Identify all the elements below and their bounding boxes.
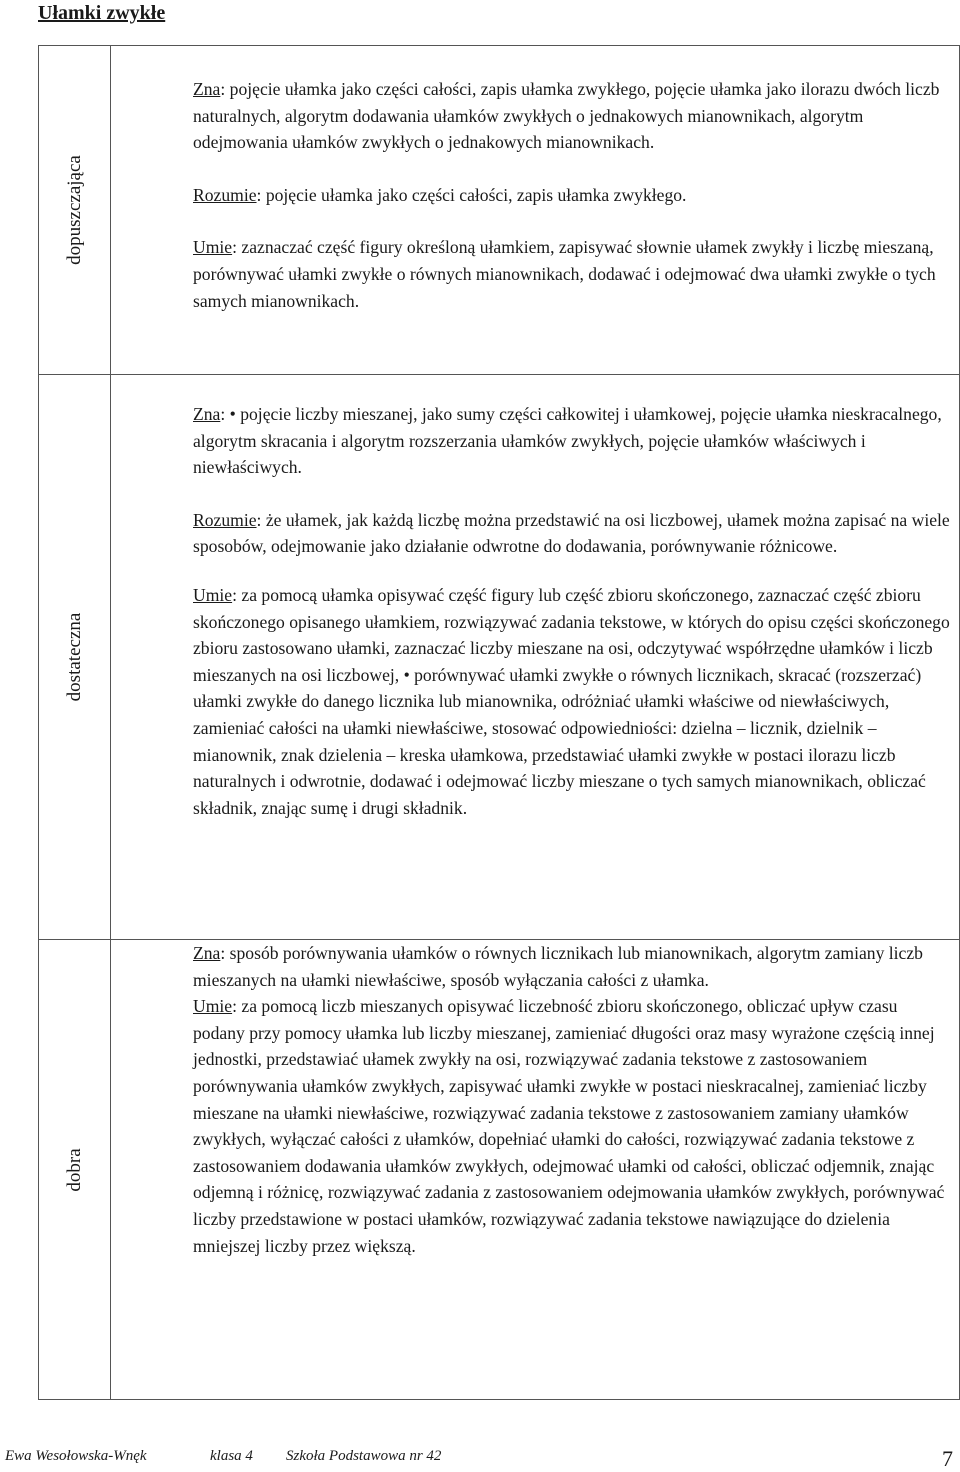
footer-class: klasa 4 xyxy=(210,1448,253,1464)
block-label: Rozumie xyxy=(193,184,257,205)
grade-cell xyxy=(39,375,111,940)
block-label: Umie xyxy=(193,237,233,258)
grade-label: dostateczna xyxy=(63,612,85,702)
requirements-cell xyxy=(111,940,960,1400)
requirements-cell xyxy=(111,46,960,375)
grade-label: dopuszczająca xyxy=(63,155,85,265)
block-label: Zna xyxy=(193,79,221,99)
block-text: za pomocą ułamka opisywać część figury lub część zbioru skończonego, zaznaczać część zbioru skończonego opisanego ułamkiem, rozwiązywać zadania tekstowe, w których do opisu części skończonego zbioru zastosowano ułamki, zaznaczać liczby mieszane na osi, odczytywać współrzędne ułamków i liczb mieszanych na osi liczbowej, • porównywać ułamki zwykłe o równych licznikach, skracać (rozszerzać) ułamki zwykłe do danego licznika lub mianownika, odróżniać ułamki właściwe od niewłaściwych, zamieniać całości na ułamki niewłaściwe, stosować odpowiedniości: dzielna – licznik, dzielnik – mianownik, znak dzielenia – kreska ułamkowa, przedstawiać ułamki zwykłe w postaci ilorazu liczb naturalnych i odwrotnie, dodawać i odejmować liczby mieszane o tych samych mianownikach, obliczać składnik, znając sumę i drugi składnik. xyxy=(193,584,950,818)
block-text: zaznaczać część figury określoną ułamkiem, zapisywać słownie ułamek zwykły i liczbę mieszaną, porównywać ułamki zwykłe o równych mianownikach, dodawać i odejmować dwa ułamki zwykłe o tych samych mianownikach. xyxy=(193,237,936,311)
grades-table xyxy=(38,45,960,1400)
block-text: pojęcie ułamka jako części całości, zapis ułamka zwykłego. xyxy=(265,184,687,205)
page-title: Ułamki zwykłe xyxy=(38,2,166,24)
table-row xyxy=(39,46,960,375)
footer-school: Szkoła Podstawowa nr 42 xyxy=(286,1448,442,1464)
requirement-block: Umie: zaznaczać część figury określoną ułamkiem, zapisywać słownie ułamek zwykły i liczbę mieszaną, porównywać ułamki zwykłe o równych mianownikach, dodawać i odejmować dwa ułamki zwykłe o tych samych mianownikach. xyxy=(193,237,936,311)
block-text: że ułamek, jak każdą liczbę można przedstawić na osi liczbowej, ułamek można zapisać na wiele sposobów, odejmowanie jako działanie odwrotne do dodawania, porównywanie różnicowe. xyxy=(193,509,950,557)
requirement-block: Rozumie: że ułamek, jak każdą liczbę można przedstawić na osi liczbowej, ułamek można zapisać na wiele sposobów, odejmowanie jako działanie odwrotne do dodawania, porównywanie różnicowe. xyxy=(193,509,950,557)
requirements-cell xyxy=(111,375,960,940)
block-label: Rozumie xyxy=(193,509,257,530)
requirement-block: Zna: • pojęcie liczby mieszanej, jako sumy części całkowitej i ułamkowej, pojęcie ułamka nieskracalnego, algorytm skracania i algorytm rozszerzania ułamków zwykłych, pojęcie ułamków właściwych i niewłaściwych. xyxy=(193,404,942,478)
grade-cell xyxy=(39,940,111,1400)
grade-label: dobra xyxy=(63,1147,85,1192)
block-label: Umie xyxy=(193,996,233,1017)
requirement-block: Umie: za pomocą liczb mieszanych opisywać liczebność zbioru skończonego, obliczać upływ czasu podany przy pomocy ułamka lub liczby mieszanej, zamieniać długości oraz masy wyrażone częścią innej jednostki, przedstawiać ułamek zwykły na osi, rozwiązywać zadania tekstowe z zastosowaniem porównywania ułamków zwykłych, zapisywać ułamki zwykłe w postaci nieskracalnej, zamieniać liczby mieszane na ułamki niewłaściwe, rozwiązywać zadania tekstowe z zastosowaniem zamiany ułamków zwykłych, wyłączać całości z ułamków, dopełniać ułamki do całości, rozwiązywać zadania tekstowe z zastosowaniem dodawania ułamków zwykłych, odejmować ułamki od całości, obliczać odjemnik, znając odjemną i różnicę, rozwiązywać zadania z zastosowaniem odejmowania ułamków zwykłych, porównywać liczby przedstawione w postaci ułamków, rozwiązywać zadania tekstowe nawiązujące do dzielenia mniejszej liczby przez większą. xyxy=(193,996,945,1256)
block-text: pojęcie ułamka jako części całości, zapis ułamka zwykłego, pojęcie ułamka jako ilorazu dwóch liczb naturalnych, algorytm dodawania ułamków zwykłych o jednakowych mianownikach, algorytm odejmowania ułamków zwykłych o jednakowych mianownikach. xyxy=(193,79,940,153)
requirement-block: Zna: pojęcie ułamka jako części całości, zapis ułamka zwykłego, pojęcie ułamka jako ilorazu dwóch liczb naturalnych, algorytm dodawania ułamków zwykłych o jednakowych mianownikach, algorytm odejmowania ułamków zwykłych o jednakowych mianownikach. xyxy=(193,79,940,153)
requirement-block: Umie: za pomocą ułamka opisywać część figury lub część zbioru skończonego, zaznaczać część zbioru skończonego opisanego ułamkiem, rozwiązywać zadania tekstowe, w których do opisu części skończonego zbioru zastosowano ułamki, zaznaczać liczby mieszane na osi, odczytywać współrzędne ułamków i liczb mieszanych na osi liczbowej, • porównywać ułamki zwykłe o równych licznikach, skracać (rozszerzać) ułamki zwykłe do danego licznika lub mianownika, odróżniać ułamki właściwe od niewłaściwych, zamieniać całości na ułamki niewłaściwe, stosować odpowiedniości: dzielna – licznik, dzielnik – mianownik, znak dzielenia – kreska ułamkowa, przedstawiać ułamki zwykłe w postaci ilorazu liczb naturalnych i odwrotnie, dodawać i odejmować liczby mieszane o tych samych mianownikach, obliczać składnik, znając sumę i drugi składnik. xyxy=(193,584,950,818)
footer-author: Ewa Wesołowska-Wnęk xyxy=(5,1448,147,1464)
page-number: 7 xyxy=(942,1446,953,1471)
block-label: Zna xyxy=(193,943,221,963)
block-text: sposób porównywania ułamków o równych licznikach lub mianownikach, algorytm zamiany liczb mieszanych na ułamki niewłaściwe, sposób wyłączania całości z ułamka. xyxy=(193,943,923,990)
grade-cell xyxy=(39,46,111,375)
requirement-block: Rozumie: pojęcie ułamka jako części całości, zapis ułamka zwykłego. xyxy=(193,184,687,205)
requirement-block: Zna: sposób porównywania ułamków o równych licznikach lub mianownikach, algorytm zamiany liczb mieszanych na ułamki niewłaściwe, sposób wyłączania całości z ułamka. xyxy=(193,943,923,990)
block-text: • pojęcie liczby mieszanej, jako sumy części całkowitej i ułamkowej, pojęcie ułamka nieskracalnego, algorytm skracania i algorytm rozszerzania ułamków zwykłych, pojęcie ułamków właściwych i niewłaściwych. xyxy=(193,404,942,478)
table-row xyxy=(39,940,960,1400)
block-label: Umie xyxy=(193,584,233,605)
table-row xyxy=(39,375,960,940)
block-text: za pomocą liczb mieszanych opisywać liczebność zbioru skończonego, obliczać upływ czasu podany przy pomocy ułamka lub liczby mieszanej, zamieniać długości oraz masy wyrażone częścią innej jednostki, przedstawiać ułamek zwykły na osi, rozwiązywać zadania tekstowe z zastosowaniem porównywania ułamków zwykłych, zapisywać ułamki zwykłe w postaci nieskracalnej, zamieniać liczby mieszane na ułamki niewłaściwe, rozwiązywać zadania tekstowe z zastosowaniem zamiany ułamków zwykłych, wyłączać całości z ułamków, dopełniać ułamki do całości, rozwiązywać zadania tekstowe z zastosowaniem dodawania ułamków zwykłych, odejmować ułamki od całości, obliczać odjemnik, znając odjemną i różnicę, rozwiązywać zadania z zastosowaniem odejmowania ułamków zwykłych, porównywać liczby przedstawione w postaci ułamków, rozwiązywać zadania tekstowe nawiązujące do dzielenia mniejszej liczby przez większą. xyxy=(193,996,945,1256)
block-label: Zna xyxy=(193,404,221,424)
